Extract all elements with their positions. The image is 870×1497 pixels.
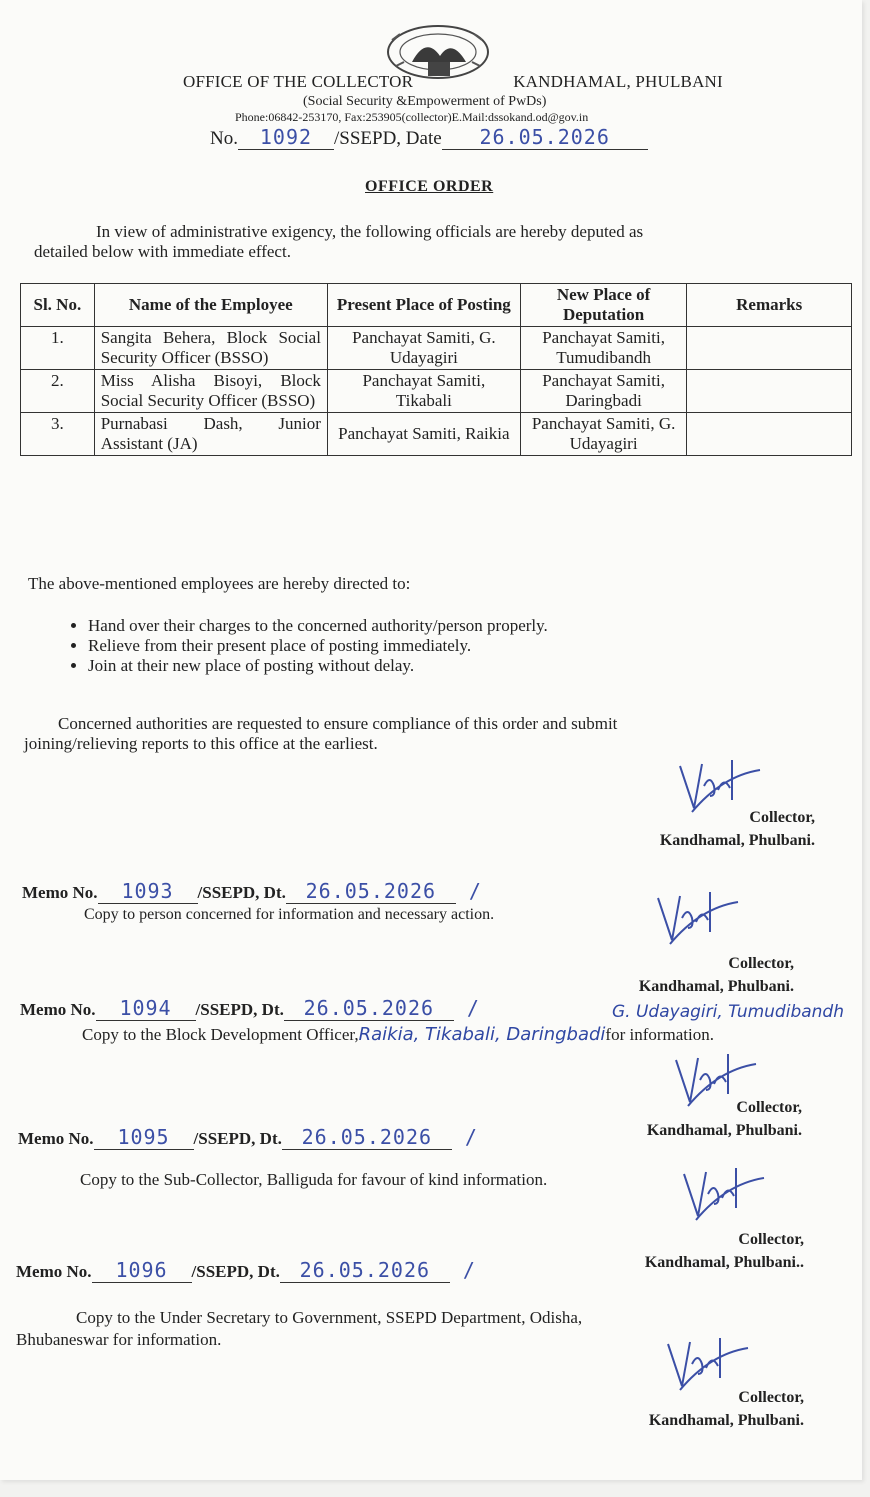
order-number: 1092 (238, 125, 334, 150)
directions-list (56, 616, 548, 676)
cell-present-posting: Panchayat Samiti, G. Udayagiri (327, 327, 520, 370)
office-order-title: OFFICE ORDER (365, 178, 494, 195)
signature-place: Kandhamal, Phulbani.. (644, 1254, 804, 1271)
memo-1-number: 1093 (98, 879, 198, 904)
memo-1-copy: Copy to person concerned for information and necessary action. (84, 906, 495, 923)
memo-2-handwritten-above: G. Udayagiri, Tumudibandh (612, 1002, 844, 1022)
table-header-row (21, 284, 852, 327)
memo-2-copy: Copy to the Block Development Officer,Raikia, Tikabali, Daringbadifor information. (82, 1024, 714, 1045)
col-header-new-deputation: New Place of Deputation (520, 284, 687, 327)
cell-sl-no: 3. (21, 413, 95, 456)
intro-line-2: detailed below with immediate effect. (34, 242, 291, 261)
memo-4-copy-line-2: Bhubaneswar for information. (16, 1330, 222, 1349)
order-number-line: No. 1092 /SSEPD, Date 26.05.2026 (210, 125, 648, 150)
cell-present-posting: Panchayat Samiti, Raikia (327, 413, 520, 456)
col-header-remarks: Remarks (687, 284, 852, 327)
memo-1-line: Memo No. 1093 /SSEPD, Dt. 26.05.2026 / (22, 879, 482, 903)
table-row (21, 370, 852, 413)
memo-3-copy: Copy to the Sub-Collector, Balliguda for favour of kind information. (80, 1170, 548, 1189)
memo-1-date: 26.05.2026 (286, 879, 456, 904)
memo-4-line: Memo No. 1096 /SSEPD, Dt. 26.05.2026 / (16, 1258, 476, 1282)
cell-new-deputation: Panchayat Samiti, Daringbadi (520, 370, 687, 413)
directions-lead: The above-mentioned employees are hereby directed to: (28, 574, 411, 593)
signature-place: Kandhamal, Phulbani. (648, 1412, 804, 1429)
signature-block-4 (645, 1228, 804, 1274)
intro-line-1: In view of administrative exigency, the following officials are hereby deputed as (96, 222, 644, 241)
memo-2-number: 1094 (96, 996, 196, 1021)
signature-block-1 (660, 806, 815, 852)
cell-employee: Miss Alisha Bisoyi, Block Social Security Officer (BSSO) (94, 370, 327, 413)
cell-remarks (687, 327, 852, 370)
cell-sl-no: 1. (21, 327, 95, 370)
collector-signature (650, 888, 740, 958)
memo-4-date: 26.05.2026 (280, 1258, 450, 1283)
signature-block-5 (649, 1386, 804, 1432)
list-item: • Join at their new place of posting without delay. (88, 656, 548, 676)
col-header-name: Name of the Employee (94, 284, 327, 327)
memo-3-number: 1095 (94, 1125, 194, 1150)
collector-signature (676, 1164, 766, 1234)
cell-sl-no: 2. (21, 370, 95, 413)
signature-block-2 (639, 952, 794, 998)
office-heading: OFFICE OF THE COLLECTOR KANDHAMAL, PHULBANI (183, 72, 723, 91)
signature-place: Kandhamal, Phulbani. (659, 832, 815, 849)
signature-title: Collector, (738, 1389, 804, 1406)
signature-place: Kandhamal, Phulbani. (638, 978, 794, 995)
memo-3-date: 26.05.2026 (282, 1125, 452, 1150)
signature-place: Kandhamal, Phulbani. (646, 1122, 802, 1139)
cell-new-deputation: Panchayat Samiti, G. Udayagiri (520, 413, 687, 456)
compliance-line-1: Concerned authorities are requested to ensure compliance of this order and submit (58, 714, 618, 733)
col-header-sl-no: Sl. No. (21, 284, 95, 327)
memo-4-copy-line-1: Copy to the Under Secretary to Government, SSEPD Department, Odisha, (76, 1308, 583, 1327)
memo-2-line: Memo No. 1094 /SSEPD, Dt. 26.05.2026 / (20, 996, 480, 1020)
signature-title: Collector, (728, 955, 794, 972)
contact-line: Phone:06842-253170, Fax:253905(collector)E.Mail:dssokand.od@gov.in (235, 110, 589, 124)
memo-2-date: 26.05.2026 (284, 996, 454, 1021)
cell-present-posting: Panchayat Samiti, Tikabali (327, 370, 520, 413)
signature-block-3 (647, 1096, 802, 1142)
memo-3-line: Memo No. 1095 /SSEPD, Dt. 26.05.2026 / (18, 1125, 478, 1149)
table-row (21, 327, 852, 370)
memo-4-number: 1096 (92, 1258, 192, 1283)
cell-employee: Purnabasi Dash, Junior Assistant (JA) (94, 413, 327, 456)
signature-title: Collector, (738, 1231, 804, 1248)
table-row (21, 413, 852, 456)
col-header-present-posting: Present Place of Posting (327, 284, 520, 327)
cell-new-deputation: Panchayat Samiti, Tumudibandh (520, 327, 687, 370)
order-date: 26.05.2026 (442, 125, 648, 150)
department-subheading: (Social Security &Empowerment of PwDs) (303, 94, 547, 109)
deputation-table (20, 283, 852, 456)
signature-title: Collector, (736, 1099, 802, 1116)
list-item: • Hand over their charges to the concerned authority/person properly. (88, 616, 548, 636)
cell-remarks (687, 370, 852, 413)
compliance-line-2: joining/relieving reports to this office at the earliest. (24, 734, 378, 753)
cell-remarks (687, 413, 852, 456)
signature-title: Collector, (749, 809, 815, 826)
list-item: • Relieve from their present place of posting immediately. (88, 636, 548, 656)
memo-2-handwritten-inline: Raikia, Tikabali, Daringbadi (358, 1024, 606, 1045)
cell-employee: Sangita Behera, Block Social Security Officer (BSSO) (94, 327, 327, 370)
